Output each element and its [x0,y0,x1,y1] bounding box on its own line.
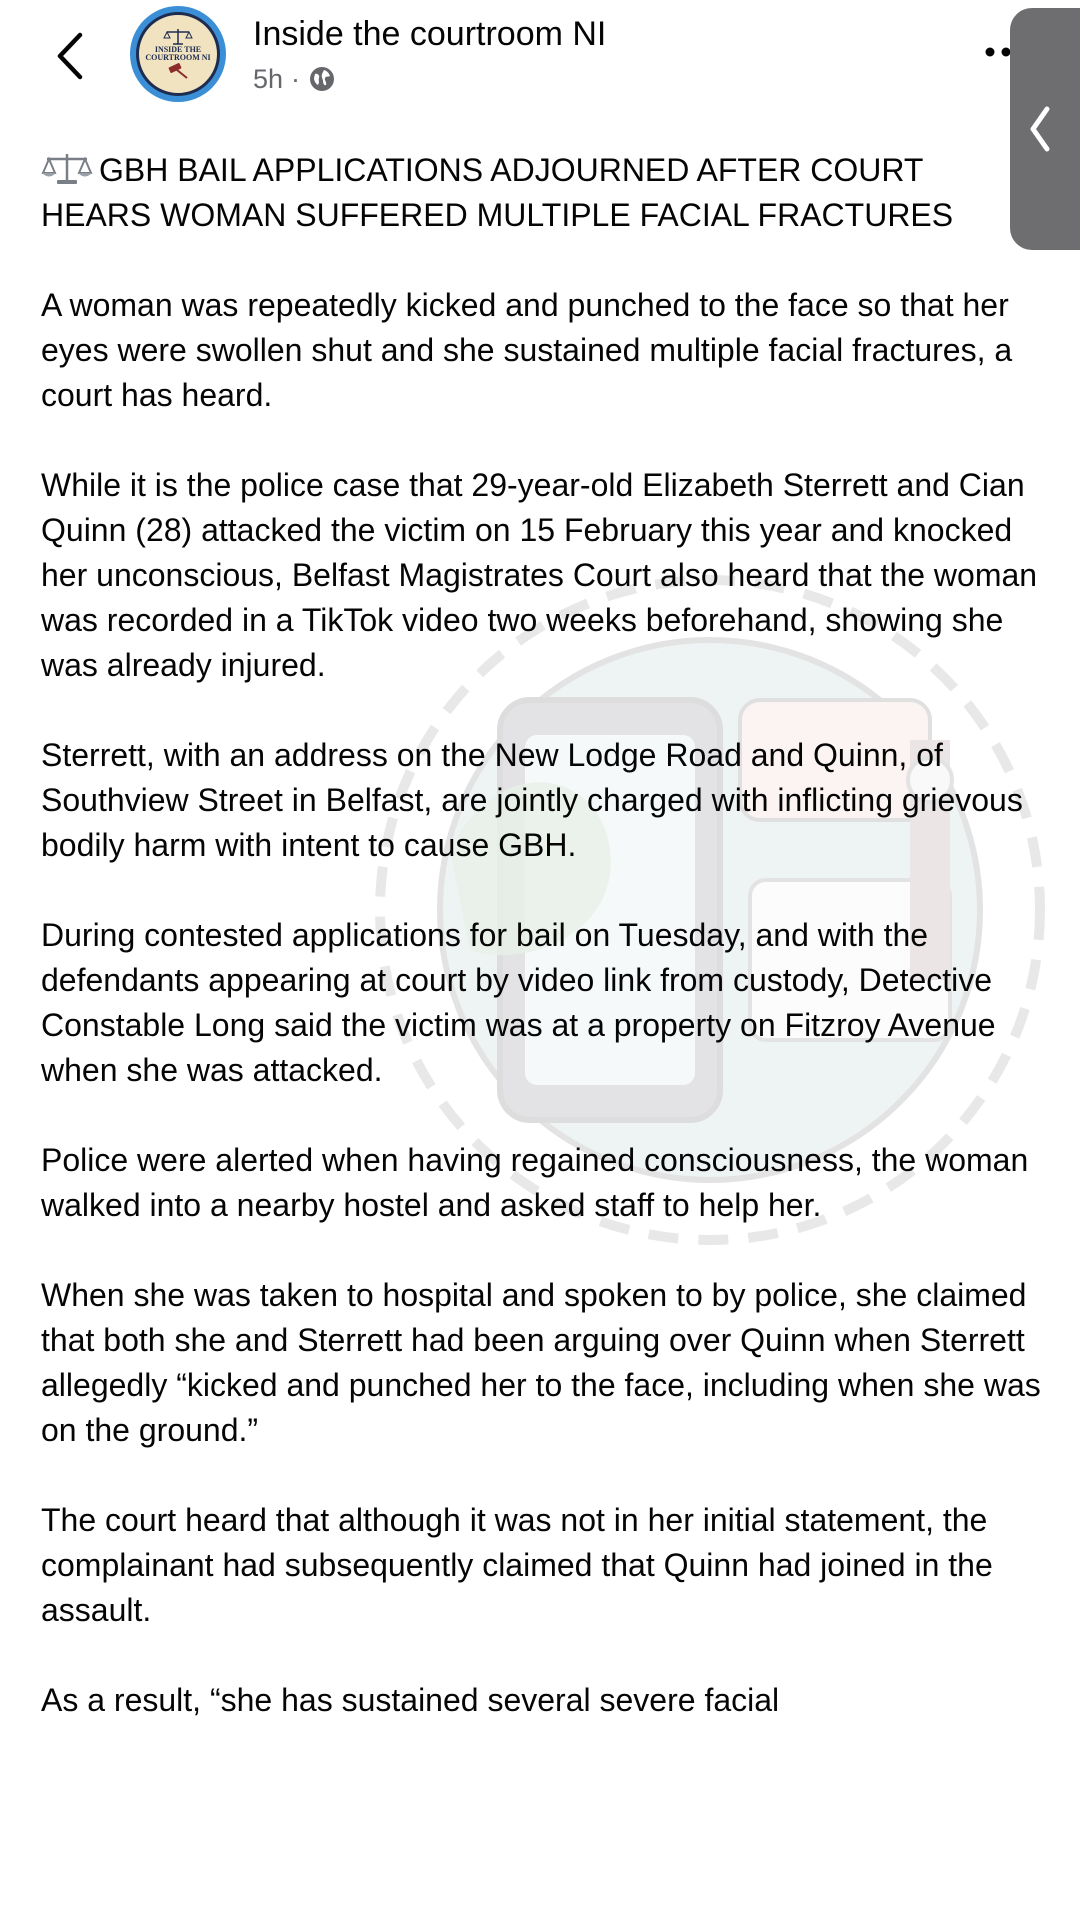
post-paragraph-5: Police were alerted when having regained consciousness, the woman walked into a nearby hostel and asked staff to help her. [41,1142,1029,1223]
headline-text: GBH BAIL APPLICATIONS ADJOURNED AFTER COURT HEARS WOMAN SUFFERED MULTIPLE FACIAL FRACTURES [41,152,954,233]
post-paragraph-4: During contested applications for bail on Tuesday, and with the defendants appearing at court by video link from custody, Detective Constable Long said the victim was at a property on Fitzroy Avenue when she was attacked. [41,917,996,1088]
gavel-logo-icon [165,62,191,80]
chevron-left-icon [1028,104,1052,154]
post-body [41,148,1041,1768]
balance-scale-icon [41,151,93,185]
post-paragraph-8: As a result, “she has sustained several severe facial [41,1682,780,1718]
chevron-left-icon [55,31,85,81]
logo-text-line-2: COURTROOM NI [145,53,211,62]
post-paragraph-6: When she was taken to hospital and spoken to by police, she claimed that both she and Sterrett had been arguing over Quinn when Sterrett allegedly “kicked and punched her to the face, including when she was on the ground.” [41,1277,1041,1448]
page-avatar[interactable] [130,6,226,102]
post-header [0,0,1080,120]
post-meta [253,62,336,96]
logo-text-line-1: INSIDE THE [154,45,202,54]
scales-logo-icon [163,28,193,46]
back-button[interactable] [46,26,94,86]
post-headline [41,148,1041,238]
page-name[interactable]: Inside the courtroom NI [253,15,607,53]
post-paragraph-1: A woman was repeatedly kicked and punched to the face so that her eyes were swollen shut and she sustained multiple facial fractures, a court has heard. [41,287,1013,413]
post-time[interactable]: 5h [253,63,284,94]
meta-separator: · [291,63,301,94]
post-paragraph-7: The court heard that although it was not in her initial statement, the complainant had subsequently claimed that Quinn had joined in the assault. [41,1502,993,1628]
courtroom-logo [136,12,220,96]
globe-icon [308,65,336,93]
post-paragraph-3: Sterrett, with an address on the New Lodge Road and Quinn, of Southview Street in Belfast, are jointly charged with inflicting grievous bodily harm with intent to cause GBH. [41,737,1023,863]
post-paragraph-2: While it is the police case that 29-year-old Elizabeth Sterrett and Cian Quinn (28) attacked the victim on 15 February this year and knocked her unconscious, Belfast Magistrates Court also heard that the woman was recorded in a TikTok video two weeks beforehand, showing she was already injured. [41,467,1038,683]
